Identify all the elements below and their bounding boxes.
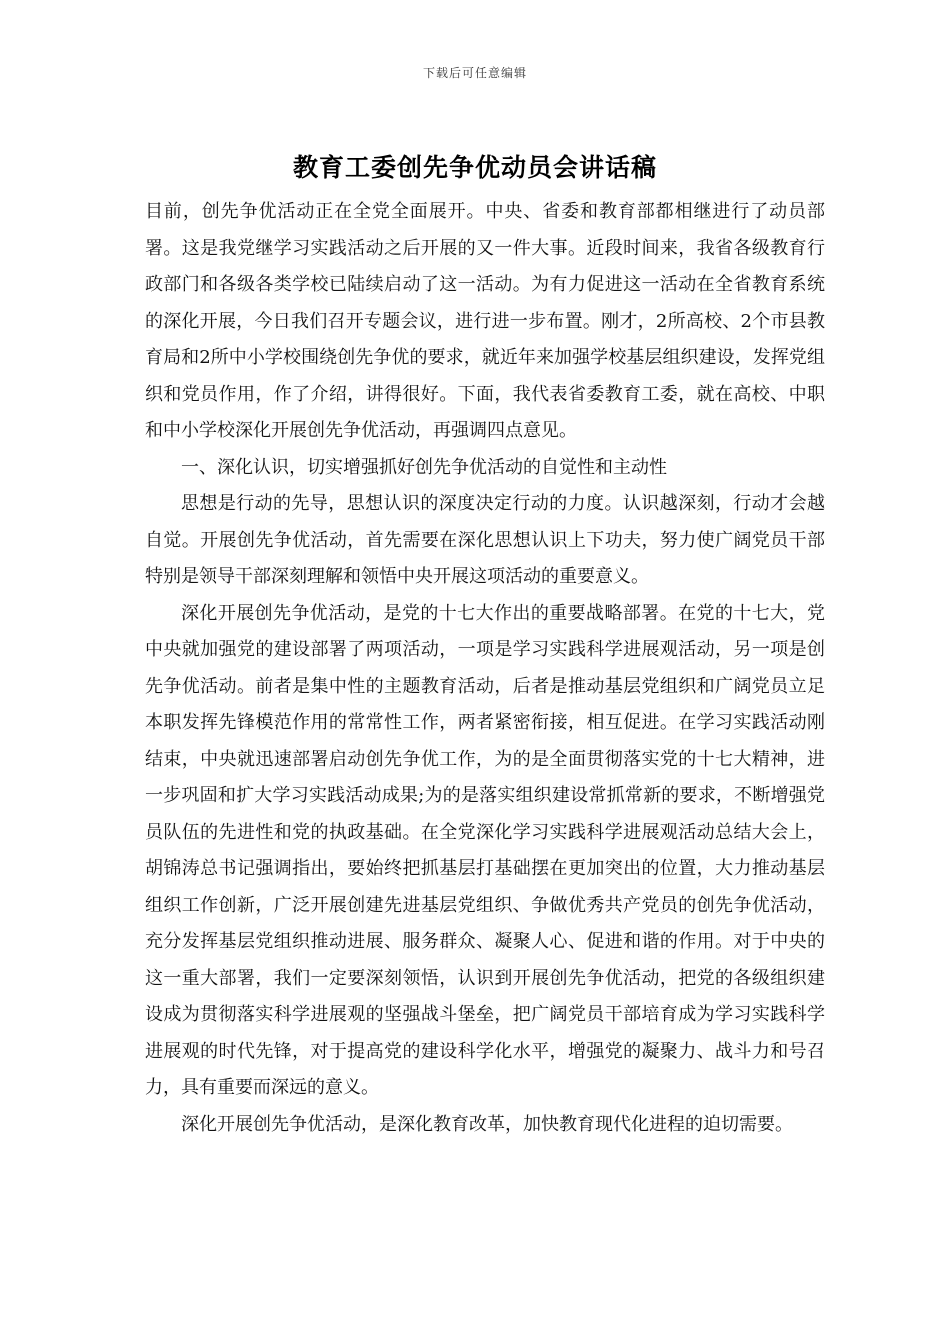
paragraph-intro: 目前，创先争优活动正在全党全面展开。中央、省委和教育部都相继进行了动员部署。这是我党继学习实践活动之后开展的又一件大事。近段时间来，我省各级教育行政部门和各级各类学校已陆续启动了这一活动。为有力促进这一活动在全省教育系统的深化开展，今日我们召开专题会议，进行进一步布置。刚才，2所高校、2个市县教育局和2所中小学校围绕创先争优的要求，就近年来加强学校基层组织建设，发挥党组织和党员作用，作了介绍，讲得很好。下面，我代表省委教育工委，就在高校、中职和中小学校深化开展创先争优活动，再强调四点意见。 xyxy=(145,201,825,441)
paragraph: 深化开展创先争优活动，是深化教育改革，加快教育现代化进程的迫切需要。 xyxy=(181,1113,793,1135)
document-title: 教育工委创先争优动员会讲话稿 xyxy=(292,153,657,182)
document-body xyxy=(145,194,825,1143)
section-heading-1: 一、深化认识，切实增强抓好创先争优活动的自觉性和主动性 xyxy=(181,456,667,478)
paragraph: 思想是行动的先导，思想认识的深度决定行动的力度。认识越深刻，行动才会越自觉。开展创先争优活动，首先需要在深化思想认识上下功夫，努力使广阔党员干部特别是领导干部深刻理解和领悟中央开展这项活动的重要意义。 xyxy=(145,493,825,587)
header-note: 下载后可任意编辑 xyxy=(422,66,527,80)
paragraph: 深化开展创先争优活动，是党的十七大作出的重要战略部署。在党的十七大，党中央就加强党的建设部署了两项活动，一项是学习实践科学进展观活动，另一项是创先争优活动。前者是集中性的主题教育活动，后者是推动基层党组织和广阔党员立足本职发挥先锋模范作用的常常性工作，两者紧密衔接，相互促进。在学习实践活动刚结束，中央就迅速部署启动创先争优工作，为的是全面贯彻落实党的十七大精神，进一步巩固和扩大学习实践活动成果;为的是落实组织建设常抓常新的要求，不断增强党员队伍的先进性和党的执政基础。在全党深化学习实践科学进展观活动总结大会上，胡锦涛总书记强调指出，要始终把抓基层打基础摆在更加突出的位置，大力推动基层组织工作创新，广泛开展创建先进基层党组织、争做优秀共产党员的创先争优活动，充分发挥基层党组织推动进展、服务群众、凝聚人心、促进和谐的作用。对于中央的这一重大部署，我们一定要深刻领悟，认识到开展创先争优活动，把党的各级组织建设成为贯彻落实科学进展观的坚强战斗堡垒，把广阔党员干部培育成为学习实践科学进展观的时代先锋，对于提高党的建设科学化水平，增强党的凝聚力、战斗力和号召力，具有重要而深远的意义。 xyxy=(145,602,825,1098)
